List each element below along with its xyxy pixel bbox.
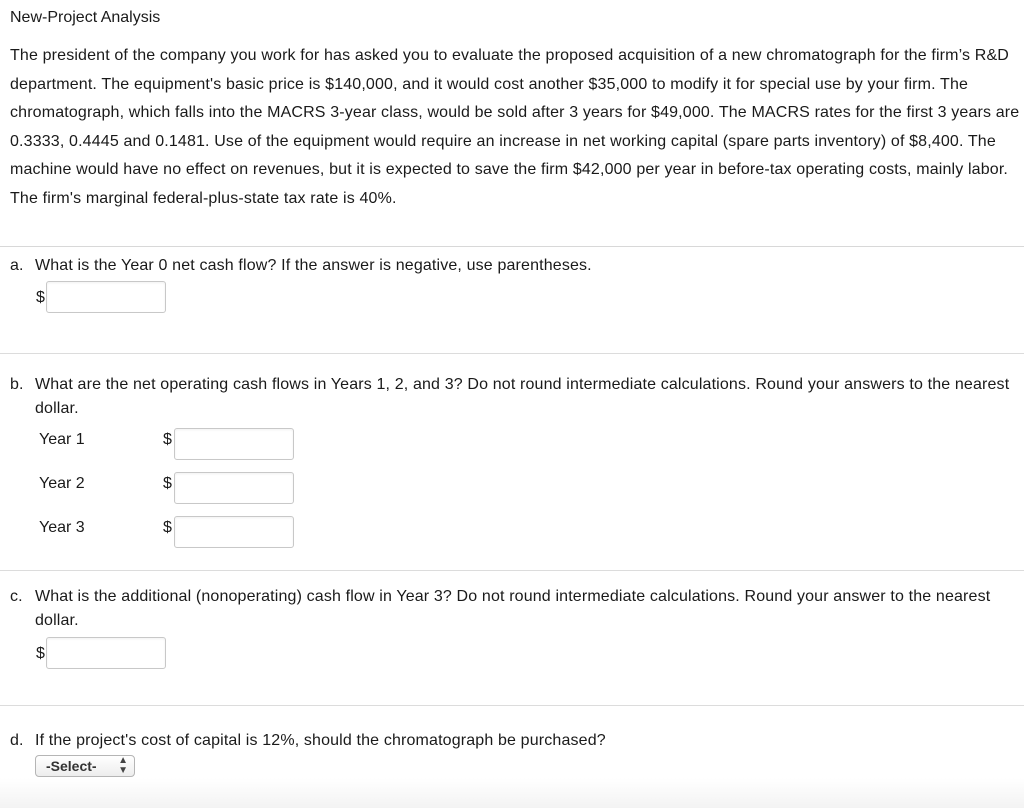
divider <box>0 353 1024 354</box>
currency-symbol: $ <box>163 475 172 492</box>
question-d-letter: d. <box>10 732 24 749</box>
year1-label: Year 1 <box>39 431 85 448</box>
updown-caret-icon: ▲ ▼ <box>118 755 128 776</box>
question-b-text: What are the net operating cash flows in Years 1, 2, and 3? Do not round intermediate calculations. Round your answers to the nearest dollar. <box>35 376 1010 417</box>
question-a-text: What is the Year 0 net cash flow? If the answer is negative, use parentheses. <box>35 257 592 274</box>
purchase-decision-select[interactable] <box>35 755 135 777</box>
problem-intro: The president of the company you work for has asked you to evaluate the proposed acquisition of a new chromatograph for the firm’s R&D department. The equipment's basic price is $140,000, and it would cost another $35,000 to modify it for special use by your firm. The chromatograph, which falls into the MACRS 3-year class, would be sold after 3 years for $49,000. The MACRS rates for the first 3 years are 0.3333, 0.4445 and 0.1481. Use of the equipment would require an increase in net working capital (spare parts inventory) of $8,400. The machine would have no effect on revenues, but it is expected to save the firm $42,000 per year in before-tax operating costs, mainly labor. The firm's marginal federal-plus-state tax rate is 40%. <box>10 47 1020 207</box>
year1-cashflow-input[interactable] <box>174 428 294 460</box>
currency-symbol: $ <box>163 519 172 536</box>
currency-symbol: $ <box>36 289 45 306</box>
question-c-letter: c. <box>10 588 23 605</box>
page-title: New-Project Analysis <box>10 9 161 26</box>
divider <box>0 570 1024 571</box>
year3-label: Year 3 <box>39 519 85 536</box>
question-c-text: What is the additional (nonoperating) cash flow in Year 3? Do not round intermediate calculations. Round your answer to the nearest dollar. <box>35 588 991 629</box>
divider <box>0 705 1024 706</box>
year2-cashflow-input[interactable] <box>174 472 294 504</box>
question-b-letter: b. <box>10 376 24 393</box>
question-a-letter: a. <box>10 257 24 274</box>
currency-symbol: $ <box>163 431 172 448</box>
year3-cashflow-input[interactable] <box>174 516 294 548</box>
problem-statement <box>0 0 1024 247</box>
year2-label: Year 2 <box>39 475 85 492</box>
question-d-text: If the project's cost of capital is 12%, should the chromatograph be purchased? <box>35 732 606 749</box>
year0-cashflow-input[interactable] <box>46 281 166 313</box>
currency-symbol: $ <box>36 645 45 662</box>
additional-cashflow-input[interactable] <box>46 637 166 669</box>
select-value: -Select- <box>46 758 97 774</box>
bottom-fade <box>0 778 1024 808</box>
